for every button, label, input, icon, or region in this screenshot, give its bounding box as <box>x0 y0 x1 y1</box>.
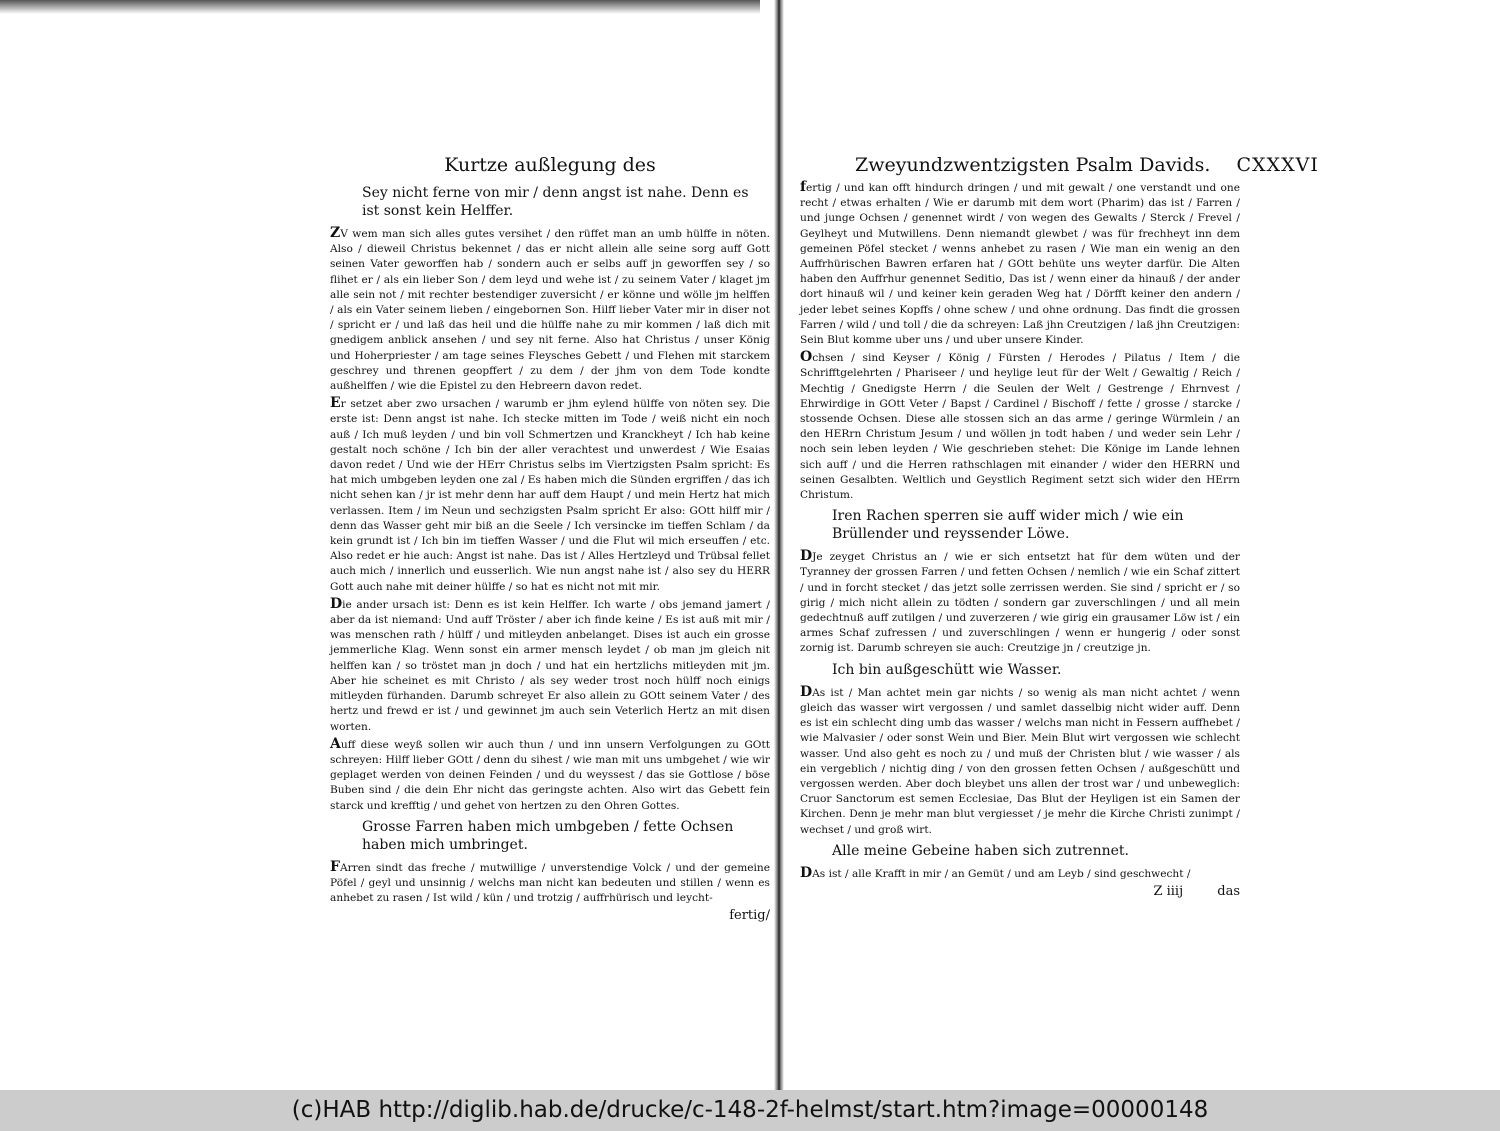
paragraph: DAs ist / alle Krafft in mir / an Gemüt / und am Leyb / sind geschwecht / <box>800 864 1191 881</box>
verse-heading: Alle meine Gebeine haben sich zutrennet. <box>832 842 1129 859</box>
catchword: das <box>1217 883 1240 899</box>
left-page <box>330 150 770 930</box>
signature-line <box>800 884 1240 899</box>
verse-heading: Grosse Farren haben mich umbgeben / fette Ochsen haben mich umbringet. <box>362 818 734 853</box>
paragraph: DJe zeyget Christus an / wie er sich entsetzt hat für dem wüten und der Tyranney der grossen Farren / und fetten Ochsen / nemlich / wie ein Schaf zittert / und in forcht stecket / das jetzt solle zerrissen werden. Sie sind / spricht er / so girig / mich nicht allein zu tödten / sondern gar zuverschlingen / und all mein gedechtnuß auff zutilgen / und zuverzeren / wie girig ein grausamer Löw ist / ein armes Schaf zufressen / und zuverschlingen / wenn er hungerig / oder sonst zornig ist. Darumb schreyen sie auch: Creutzige jn / creutzige jn. <box>800 548 1240 655</box>
running-head-left: Kurtze außlegung des <box>444 154 656 176</box>
paragraph: Ochsen / sind Keyser / König / Fürsten / Herodes / Pilatus / Item / die Schrifftgelehrten / Pharisеer / und heylige leut für der Welt / Gewaltig / Reich / Mechtig / Gnedigste Herrn / die Seulen der Welt / Gestrenge / Ehrnvest / Ehrwirdige in GOtt Veter / Bapst / Cardinel / Bischoff / fette / grosse / starcke / stossende Ochsen. Diese alle stossen sich an das arme / geringe Würmlein / an den HERrn Christum Jesum / und wöllen jn todt haben / und weder sein Lehr / noch sein leben leyden / Wie geschrieben stehet: Die Könige im Lande lehnen sich auff / und die Herren rathschlagen mit einander / wider den HERRN und seinen Gesalbten. Weltlich und Geystlich Regiment setzt sich wider den HErrn Christum. <box>800 349 1240 502</box>
running-head-title: Zweyundzwentzigsten Psalm Davids. <box>855 154 1211 176</box>
folio-number: CXXXVI <box>1236 154 1319 176</box>
paragraph: fertig / und kan offt hindurch dringen / und mit gewalt / one verstandt und one recht / etwas erhalten / Wie er darumb mit dem wort (Pharim) das ist / Farren / und junge Ochsen / genennet wirdt / von wegen des Gewalts / Sterck / Frevel / Geylheyt und Mutwillens. Denn niemandt glewbet / was für frechheyt inn dem gemeinen Pöfel stecket / wenns anhebet zu rasen / Wie man ein wenig an den Auffrhürischen Bawren erfaren hat / GOtt behüte uns weyter darfür. Die Alten haben den Auffrhur genennet Seditio, Das ist / wenn einer da hinauß / der ander dort hinauß wil / und keiner kein geraden Weg hat / Dörfft keiner den andern / jeder lebet seines Kopffs / ohne schew / und ohne ordnung. Das findt die grossen Farren / wild / und toll / die da schreyen: Laß jhn Creutzigen / laß jhn Creutzigen: Sein Blut komme uber uns / und uber unsere Kinder. <box>800 179 1240 347</box>
verse-heading: Ich bin außgeschütt wie Wasser. <box>832 661 1062 678</box>
paragraph: DAs ist / Man achtet mein gar nichts / so wenig als man nicht achtet / wenn gleich das wasser wirt vergossen / und samlet dasselbig nicht wider auff. Denn es ist ein schlecht ding umb das wasser / welchs man nicht in Fessern auffhebet / wie Malvasier / oder sonst Wein und Bier. Mein Blut wirt vergossen wie schlecht wasser. Und also geht es noch zu / und muß der Christen blut / wie wasser / als ein vergeblich / nichtig ding / von den grossen fetten Ochsen / außgeschütt und vergossen werden. Aber doch bleybet uns allen der trost war / und unbeweglich: Cruor Sanctorum est semen Ecclesiae, Das Blut der Heyligen ist ein Samen der Kirchen. Denn je mehr man blut vergiesset / je mehr die Kirche Christi zunimpt / wechset / und groß wirt. <box>800 683 1240 836</box>
running-head-right <box>800 150 1319 180</box>
paragraph: FArren sindt das freche / mutwillige / unverstendige Volck / und der gemeine Pöfel / geyl und unsinnig / welchs man nicht kan bedeuten und stillen / wenn es anhebet zu rasen / Ist wild / kün / und trotzig / auffrhürisch und leycht- <box>330 858 770 905</box>
page-top-edge <box>0 0 760 14</box>
paragraph: Die ander ursach ist: Denn es ist kein Helffer. Ich warte / obs jemand jamert / aber da ist niemand: Und auff Tröster / aber ich finde keine / Es ist auß mit mir / was menschen rath / hülff / und mitleyden anbelanget. Dises ist auch ein grosse jemmerliche Klag. Wenn sonst ein armer mensch leydet / ob man jm gleich nit helffen kan / so tröstet man jn doch / und hat ein hertzlichs mitleyden mit jm. Aber hie scheinet es mit Christo / als sey weder trost noch hülff noch einigs mitleyden fürhanden. Darumb schreyet Er also allein zu GOtt seinem Vater / des hertz und frewd er ist / und gewinnet jm auch sein Veterlich Hertz an mit disen worten. <box>330 595 770 733</box>
paragraph: ZV wem man sich alles gutes versihet / den rüffet man an umb hülffe in nöten. Also / dieweil Christus bekennet / das er nicht allein alle seine sorg auff Gott seinen Vater geworffen hab / sondern auch er selbs auff jn geworffen sey / so flihet er / als ein lieber Son / dem leyd und wehe ist / zu seinem Vater / klaget jm alle sein not / mit rechter bestendiger zuversicht / er könne und wölle jm helffen / als ein Vater seinem lieben / eingebornen Son. Hilff lieber Vater mir in diser not / spricht er / und laß das heil und die hülffe nahe zu mir kommen / laß dich mit gnedigem anblick ansehen / und sey nit ferne. Also hat Christus / unser König und Hoherpriester / am tage seines Fleysches Gebett / und Flehen mit starckem geschrey und threnen geopffert / zu dem / der jhm von dem Tode kondte außhelffen / wie die Epistel zu den Hebreern davon redet. <box>330 225 770 393</box>
verse-heading: Sey nicht ferne von mir / denn angst ist nahe. Denn es ist sonst kein Helffer. <box>362 185 749 219</box>
paragraph: Er setzet aber zwo ursachen / warumb er jhm eylend hülffe von nöten sey. Die erste ist: Denn angst ist nahe. Ich stecke mitten im Tode / weiß nicht ein noch auß / Ich muß leyden / und bin voll Schmertzen und Kranckheyt / Ich hab keine gestalt noch schöne / Ich bin der aller verachtest und unwerdest / Wie Esaias davon redet / Und wie der HErr Christus selbs im Viertzigsten Psalm spricht: Es hat mich umbgeben leyden one zal / Es haben mich die Sünden ergriffen / das ich nicht sehen kan / jr ist mehr denn har auff dem Haupt / und mein Hertz hat mich verlassen. Item / im Neun und sechzigsten Psalm spricht Er also: GOtt hilff mir / denn das Wasser geht mir biß an die Seele / Ich versincke im tieffen Schlam / da kein grundt ist / Ich bin im tieffen Wasser / und die Flut wil mich erseuffen / etc. Also redet er hie auch: Angst ist nahe. Das ist / Alles Hertzleyd und Trübsal fellet auch mich / innerlich und eusserlich. Wie nun angst nahe ist / also sey du HERR Gott auch nahe mit deiner hülffe / so hat es nicht not mit mir. <box>330 395 770 593</box>
copyright-footer: (c)HAB http://diglib.hab.de/drucke/c-148-2f-helmst/start.htm?image=00000148 <box>0 1090 1500 1131</box>
paragraph: Auff diese weyß sollen wir auch thun / und inn unsern Verfolgungen zu GOtt schreyen: Hilff lieber GOtt / denn du sihest / wie man mit uns umbgehet / wie wir geplaget werden von deinen Feinden / und du weyssest / das sie Gottlose / böse Buben sind / die dein Ehr nicht das geringste achten. Also wirt das Gebett fein starck und krefftig / und gehet von hertzen zu den Ohren Gottes. <box>330 735 770 812</box>
signature-mark: Z iiij <box>1153 883 1184 899</box>
book-spine <box>774 0 784 1090</box>
catchword: fertig/ <box>729 908 770 924</box>
right-page <box>800 150 1319 930</box>
verse-heading: Iren Rachen sperren sie auff wider mich / wie ein Brüllender und reyssender Löwe. <box>832 508 1184 543</box>
